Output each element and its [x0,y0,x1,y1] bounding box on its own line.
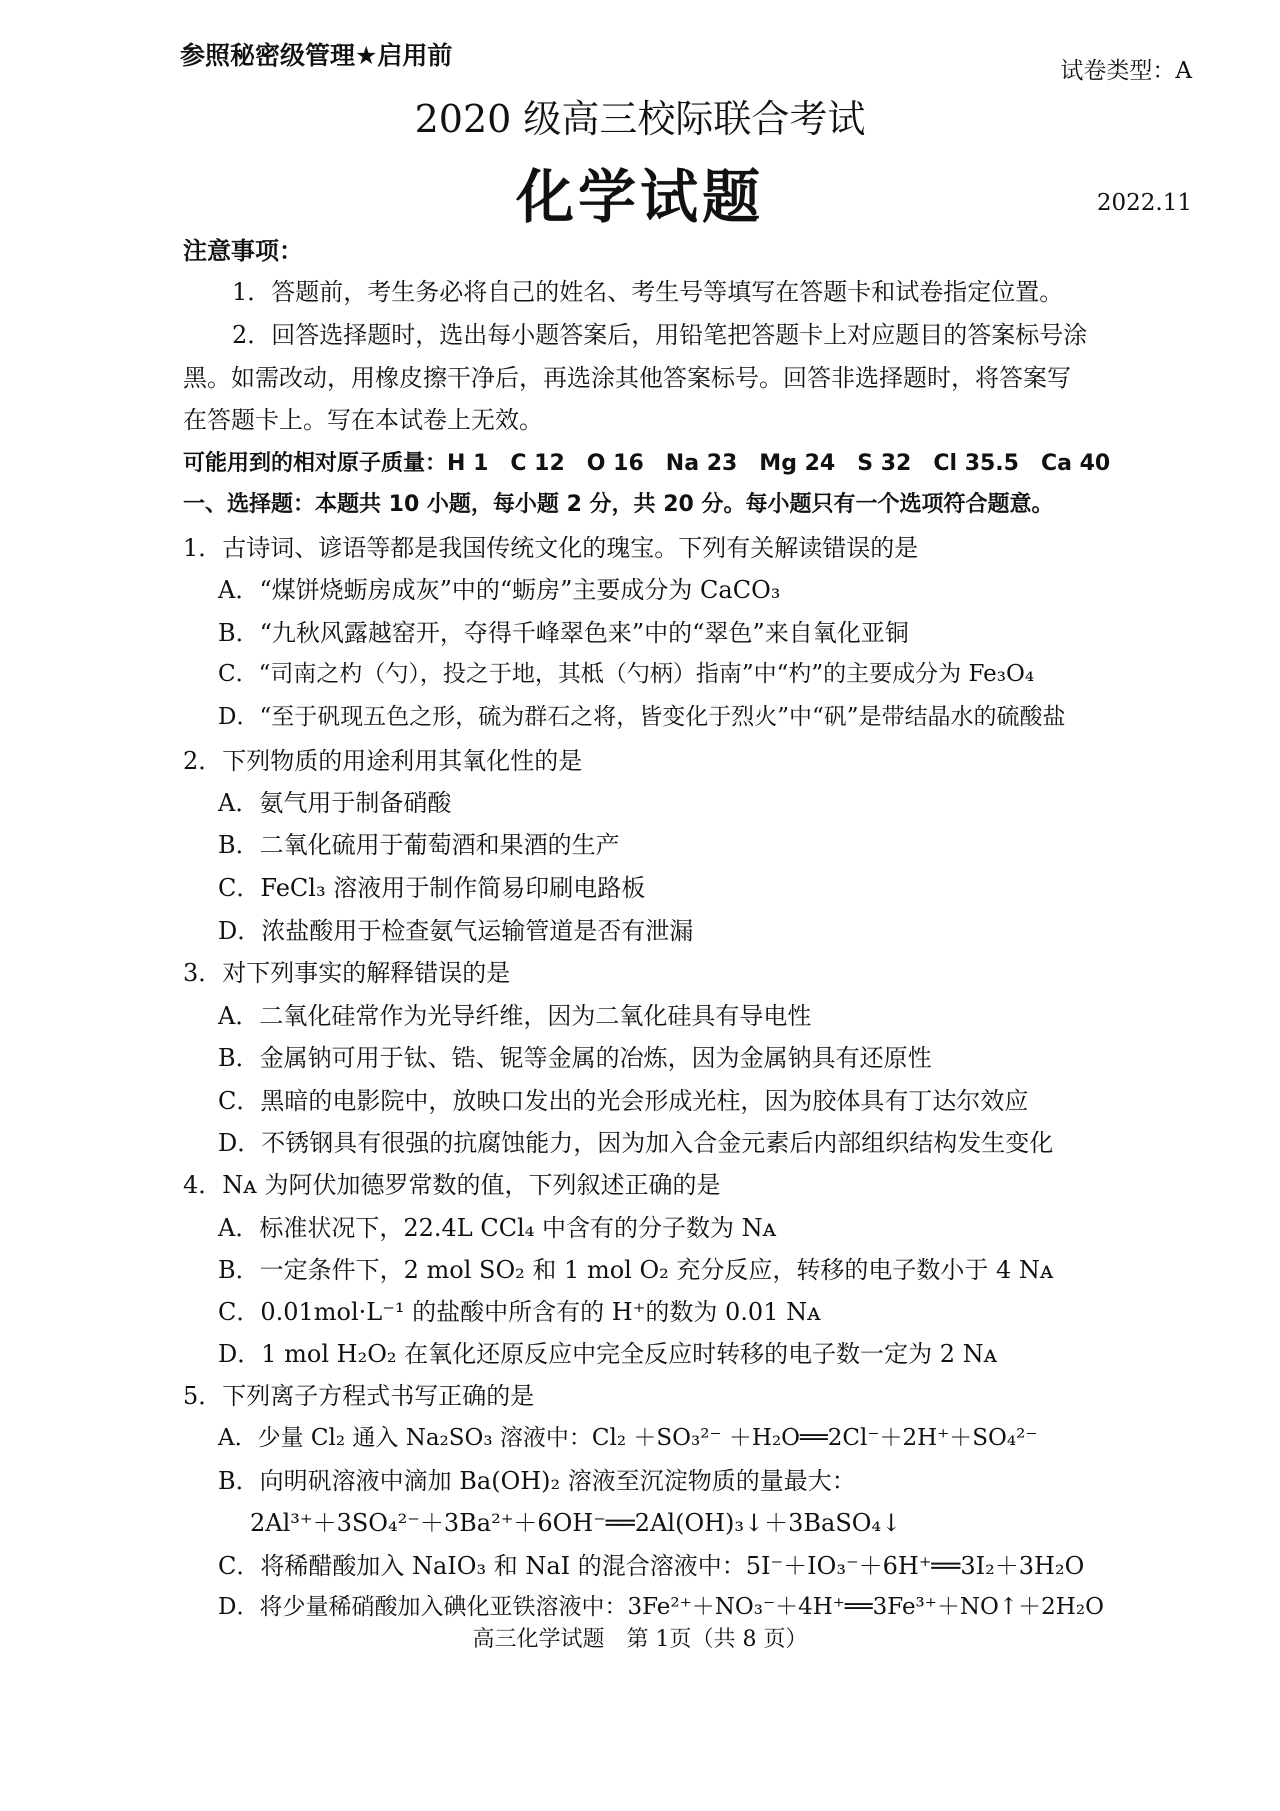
option-c: C．FeCl₃ 溶液用于制作简易印刷电路板 [218,874,646,902]
notice-line: 黑。如需改动，用橡皮擦干净后，再选涂其他答案标号。回答非选择题时，将答案写 [183,364,1071,392]
option-d: D．1 mol H₂O₂ 在氧化还原反应中完全反应时转移的电子数一定为 2 Nᴀ [218,1340,998,1368]
option-a: A．标准状况下，22.4L CCl₄ 中含有的分子数为 Nᴀ [218,1214,777,1242]
question-stem: 4．Nᴀ 为阿伏加德罗常数的值，下列叙述正确的是 [183,1171,721,1199]
option-c: C．0.01mol·L⁻¹ 的盐酸中所含有的 H⁺的数为 0.01 Nᴀ [218,1298,821,1326]
option-b-equation: 2Al³⁺＋3SO₄²⁻＋3Ba²⁺＋6OH⁻══2Al(OH)₃↓＋3BaSO₄↓ [250,1509,902,1537]
option-d: D．不锈钢具有很强的抗腐蚀能力，因为加入合金元素后内部组织结构发生变化 [218,1129,1054,1157]
option-b: B．一定条件下，2 mol SO₂ 和 1 mol O₂ 充分反应，转移的电子数小于 4 Nᴀ [218,1256,1054,1284]
atomic-mass: 可能用到的相对原子质量：H 1 C 12 O 16 Na 23 Mg 24 S 32 Cl 35.5 Ca 40 [183,451,1111,476]
page-footer: 高三化学试题 第 1页（共 8 页） [472,1627,808,1652]
option-c: C．将稀醋酸加入 NaIO₃ 和 NaI 的混合溶液中：5I⁻＋IO₃⁻＋6H⁺══3I₂＋3H₂O [218,1552,1085,1580]
option-a: A．“煤饼烧蛎房成灰”中的“蛎房”主要成分为 CaCO₃ [218,576,781,604]
secret-label: 参照秘密级管理★启用前 [180,41,453,70]
subject-title: 化学试题 [515,163,764,231]
notice-line: 1．答题前，考生务必将自己的姓名、考生号等填写在答题卡和试卷指定位置。 [232,278,1064,306]
option-b: B．向明矾溶液中滴加 Ba(OH)₂ 溶液至沉淀物质的量最大： [218,1467,856,1495]
section-title: 一、选择题：本题共 10 小题，每小题 2 分，共 20 分。每小题只有一个选项符合题意。 [183,492,1054,517]
option-c: C．“司南之杓（勺），投之于地，其柢（勺柄）指南”中“杓”的主要成分为 Fe₃O₄ [218,661,1035,687]
notice-line: 2．回答选择题时，选出每小题答案后，用铅笔把答题卡上对应题目的答案标号涂 [232,321,1088,349]
option-b: B．二氧化硫用于葡萄酒和果酒的生产 [218,831,620,859]
paper-type: 试卷类型：A [1060,58,1192,84]
option-b: B．“九秋风露越窑开，夺得千峰翠色来”中的“翠色”来自氧化亚铜 [218,619,909,647]
exam-date: 2022.11 [1096,190,1192,216]
notice-line: 在答题卡上。写在本试卷上无效。 [183,406,543,434]
question-stem: 2．下列物质的用途利用其氧化性的是 [183,747,583,775]
question-stem: 3．对下列事实的解释错误的是 [183,959,511,987]
option-a: A．氨气用于制备硝酸 [218,789,452,817]
option-d: D．将少量稀硝酸加入碘化亚铁溶液中：3Fe²⁺＋NO₃⁻＋4H⁺══3Fe³⁺＋NO↑＋2H₂O [218,1594,1104,1620]
option-d: D．浓盐酸用于检查氨气运输管道是否有泄漏 [218,917,694,945]
question-stem: 1．古诗词、谚语等都是我国传统文化的瑰宝。下列有关解读错误的是 [183,534,919,562]
exam-title: 2020 级高三校际联合考试 [414,97,866,141]
option-a: A．少量 Cl₂ 通入 Na₂SO₃ 溶液中：Cl₂ ＋SO₃²⁻ ＋H₂O══2Cl⁻＋2H⁺＋SO₄²⁻ [218,1425,1038,1451]
option-c: C．黑暗的电影院中，放映口发出的光会形成光柱，因为胶体具有丁达尔效应 [218,1087,1029,1115]
option-b: B．金属钠可用于钛、锆、铌等金属的冶炼，因为金属钠具有还原性 [218,1044,932,1072]
notice-heading: 注意事项： [183,237,303,265]
option-a: A．二氧化硅常作为光导纤维，因为二氧化硅具有导电性 [218,1002,812,1030]
option-d: D．“至于矾现五色之形，硫为群石之将，皆变化于烈火”中“矾”是带结晶水的硫酸盐 [218,704,1066,730]
question-stem: 5．下列离子方程式书写正确的是 [183,1382,535,1410]
